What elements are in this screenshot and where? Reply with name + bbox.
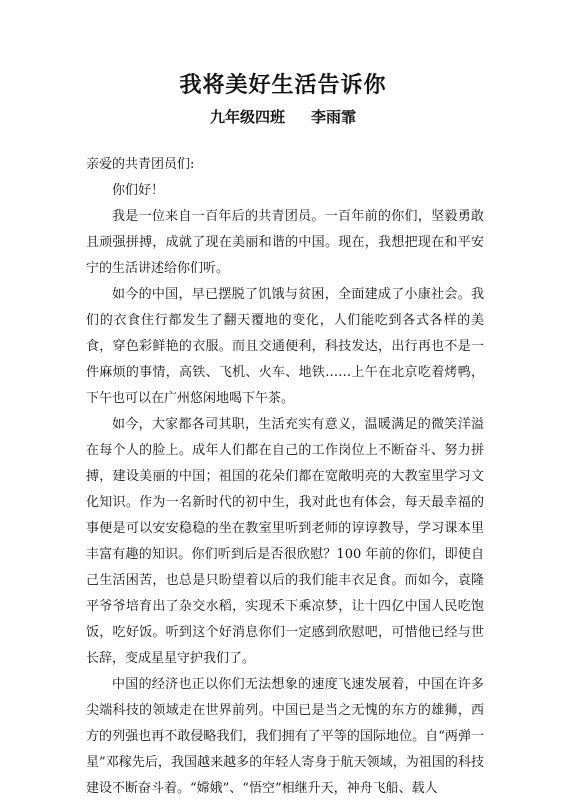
salutation: 亲爱的共青团员们: — [86, 157, 195, 172]
author-line — [0, 106, 566, 127]
paragraph-1: 我是一位来自一百年后的共青团员。一百年前的你们，坚毅勇敢且顽强拼搏，成就了现在美丽和谐的中国。现在，我想把现在和平安宁的生活讲述给你们听。 — [86, 209, 484, 276]
paragraph-4: 中国的经济也正以你们无法想象的速度飞速发展着，中国在许多尖端科技的领域走在世界前列。中国已是当之无愧的东方的雄狮，西方的列强也再不敢侵略我们，我们拥有了平等的国际地位。自“两弹一星”邓稼先后，我国越来越多的年轻人寄身于航天领域，为祖国的科技建设不断奋斗着。“嫦娥”、“悟空”相继升天，神舟飞船、载人 — [86, 677, 484, 796]
essay-title: 我将美好生活告诉你 — [179, 72, 387, 98]
paragraph-3: 如今，大家都各司其职，生活充实有意义，温暖满足的微笑洋溢在每个人的脸上。成年人们都在自己的工作岗位上不断奋斗、努力拼搏，建设美丽的中国；祖国的花朵们都在宽敞明亮的大教室里学习文化知识。作为一名新时代的初中生，我对此也有体会，每天最幸福的事便是可以安安稳稳的坐在教室里听到老师的谆谆教导，学习课本里丰富有趣的知识。你们听到后是否很欣慰？100 年前的你们，即使自己生活困苦，也总是只盼望着以后的我们能丰衣足食。而如今，袁隆平爷爷培育出了杂交水稻，实现禾下乘凉梦，让十四亿中国人民吃饱饭，吃好饭。听到这个好消息你们一定感到欣慰吧，可惜他已经与世长辞，变成星星守护我们了。 — [86, 417, 484, 666]
greeting: 你们好！ — [112, 183, 165, 198]
paragraph-2: 如今的中国，早已摆脱了饥饿与贫困，全面建成了小康社会。我们的衣食住行都发生了翻天覆地的变化，人们能吃到各式各样的美食，穿色彩鲜艳的衣服。而且交通便利，科技发达，出行再也不是一件麻烦的事情，高铁、飞机、火车、地铁……上午在北京吃着烤鸭，下午也可以在广州悠闲地喝下午茶。 — [86, 287, 484, 406]
author-name: 李雨霏 — [311, 108, 357, 126]
essay-body — [86, 152, 484, 802]
class-name: 九年级四班 — [209, 108, 285, 126]
